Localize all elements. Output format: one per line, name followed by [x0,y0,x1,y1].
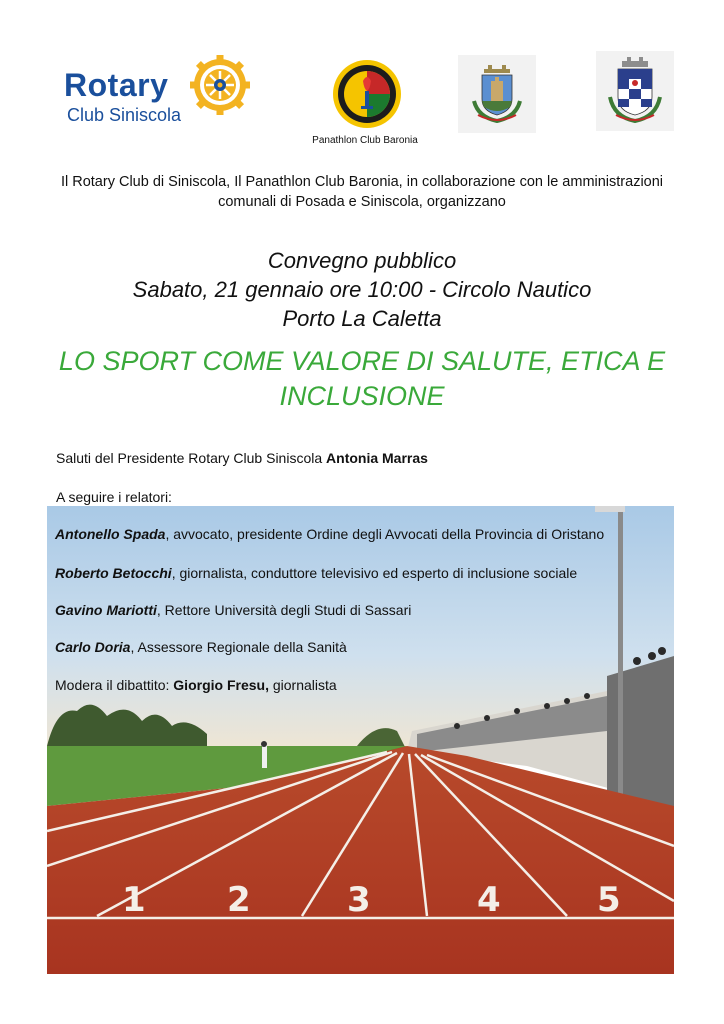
event-type: Convegno pubblico [267,248,457,273]
intro-line-2: comunali di Posada e Siniscola, organizzano [218,194,506,210]
speaker-role: , Assessore Regionale della Sanità [130,639,347,655]
posada-coat-of-arms-icon [458,55,536,138]
speakers-intro: A seguire i relatori: [56,489,172,505]
speaker-item [55,565,577,581]
lane-number-3: 3 [347,880,371,920]
siniscola-coat-of-arms-icon [596,51,674,136]
moderator-line [55,677,337,693]
event-venue: Porto La Caletta [282,306,442,331]
rotary-wordmark: Rotary [64,67,169,103]
speaker-item [55,602,411,618]
lane-number-1: 1 [122,880,146,920]
speaker-name: Antonello Spada [55,526,166,542]
greeting-line [56,450,428,466]
rotary-wheel-icon [190,55,250,120]
greeting-text: Saluti del Presidente Rotary Club Siniscola [56,450,327,466]
lane-number-4: 4 [477,880,501,920]
title-line-2: INCLUSIONE [279,381,445,411]
lane-number-5: 5 [597,880,621,920]
speaker-item [55,639,347,655]
moderator-prefix: Modera il dibattito: [55,677,174,693]
header-logos [0,0,724,160]
event-date-place: Sabato, 21 gennaio ore 10:00 - Circolo Nautico [132,277,592,302]
speaker-role: , Rettore Università degli Studi di Sassari [156,602,412,618]
lane-number-2: 2 [227,880,251,920]
rotary-logo [64,68,181,128]
speaker-role: , giornalista, conduttore televisivo ed esperto di inclusione sociale [171,565,578,581]
speaker-name: Gavino Mariotti [55,602,157,618]
conference-title [40,344,684,414]
title-line-1: LO SPORT COME VALORE DI SALUTE, ETICA E [58,346,666,376]
speaker-item [55,526,604,542]
intro-line-1: Il Rotary Club di Siniscola, Il Panathlon Club Baronia, in collaborazione con le amministrazioni [60,174,664,190]
moderator-role: giornalista [268,677,337,693]
moderator-name: Giorgio Fresu, [173,677,269,693]
president-name: Antonia Marras [326,450,428,466]
speaker-name: Carlo Doria [55,639,131,655]
panathlon-logo-icon [332,59,402,134]
rotary-club-name: Club Siniscola [67,105,182,125]
speaker-name: Roberto Betocchi [55,565,172,581]
panathlon-caption: Panathlon Club Baronia [312,135,418,146]
event-details [20,246,704,333]
intro-paragraph [40,172,684,212]
speaker-role: , avvocato, presidente Ordine degli Avvocati della Provincia di Oristano [165,526,605,542]
